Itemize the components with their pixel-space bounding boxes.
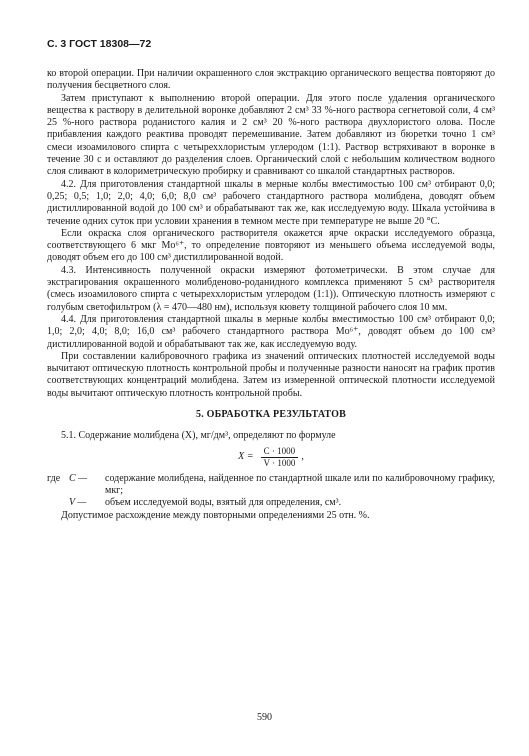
- formula-denominator: V · 1000: [263, 457, 296, 468]
- paragraph-5-1: 5.1. Содержание молибдена (X), мг/дм³, определяют по формуле: [61, 430, 336, 442]
- paragraph: 4.4. Для приготовления стандартной шкалы в мерные колбы вместимостью 100 см³ отбирают 0,0; 1,0; 2,0; 4,0; 8,0; 16,0 см³ рабочего стандартного раствора Mo⁶⁺, доводят объем до 100 см³ дистиллированной водой и обрабатывают так же, как исследуемую воду.: [47, 313, 495, 350]
- definition-row: [69, 497, 495, 509]
- paragraph: ко второй операции. При наличии окрашенного слоя экстракцию органического вещества повторяют до получения бесцветного слоя.: [47, 68, 495, 92]
- paragraph: 4.3. Интенсивность полученной окраски измеряют фотометрически. В этом случае для экстрагирования окрашенного молибденово-роданидного комплекса применяют 5 см³ растворителя (смесь изоамилового спирта с четыреххлористым углеродом (1:1)). Оптическую плотность измеряют с голубым светофильтром (λ = 470—480 нм), используя кювету толщиной рабочего слоя 10 мм.: [47, 264, 495, 313]
- definition-symbol: C —: [69, 472, 88, 484]
- definition-text: содержание молибдена, найденное по стандартной шкале или по калибровочному графику, мкг;: [105, 472, 495, 496]
- where-word: где: [47, 472, 61, 484]
- formula-tail: ,: [301, 450, 304, 462]
- paragraph: Если окраска слоя органического растворителя окажется ярче окраски исследуемого образца, соответствующего 6 мкг Mo⁶⁺, то определение повторяют из меньшего объема исследуемой воды, доводят объем его до 100 см³ дистиллированной водой.: [47, 227, 495, 264]
- definitions: [47, 473, 495, 510]
- document-body: [47, 68, 495, 522]
- formula-fraction: [261, 446, 299, 469]
- definition-symbol: V —: [69, 497, 87, 509]
- paragraph: При составлении калибровочного графика из значений оптических плотностей исследуемой воды вычитают оптическую плотность контрольной пробы и полученные разности наносят на график против соответствующих концентраций молибдена. Затем из измеренной оптической плотности исследуемой воды вычитают оптическую плотность контрольной пробы.: [47, 350, 495, 399]
- definition-row: [69, 473, 495, 498]
- paragraph-last: Допустимое расхождение между повторными определениями 25 отн. %.: [61, 509, 370, 521]
- document-page: [47, 38, 495, 522]
- page-number: 590: [257, 712, 272, 723]
- formula-lhs: X =: [238, 450, 254, 462]
- definition-text: объем исследуемой воды, взятый для определения, см³.: [105, 497, 342, 509]
- paragraph: 4.2. Для приготовления стандартной шкалы в мерные колбы вместимостью 100 см³ отбирают 0,0; 0,25; 0,5; 1,0; 2,0; 4,0; 6,0; 8,0 см³ рабочего стандартного раствора молибдена, доводят объем дистиллированной водой до 100 см³ и обрабатывают так же, как исследуемую воду. Шкала устойчива в течение одних суток при условии хранения в темном месте при температуре не выше 20 °С.: [47, 178, 495, 227]
- page-header: С. 3 ГОСТ 18308—72: [47, 38, 152, 50]
- section-title: 5. ОБРАБОТКА РЕЗУЛЬТАТОВ: [196, 409, 346, 421]
- formula: [47, 446, 495, 469]
- paragraph: Затем приступают к выполнению второй операции. Для этого после удаления органического вещества к раствору в делительной воронке добавляют 2 см³ 33 %-ного раствора сегнетовой соли, 4 см³ 25 %-ного раствора роданистого калия и 2 см³ 20 %-ного раствора двухлористого олова. После прибавления каждого реактива проводят перемешивание. Затем добавляют из бюретки точно 1 см³ смеси изоамилового спирта с четыреххлористым углеродом (1:1). Раствор встряхивают в воронке в течение 30 с и оставляют до разделения слоев. Органический слой с небольшим количеством водного слоя сливают в колориметрическую пробирку и сравнивают со шкалой стандартных растворов.: [47, 92, 495, 178]
- formula-numerator: C · 1000: [261, 446, 299, 458]
